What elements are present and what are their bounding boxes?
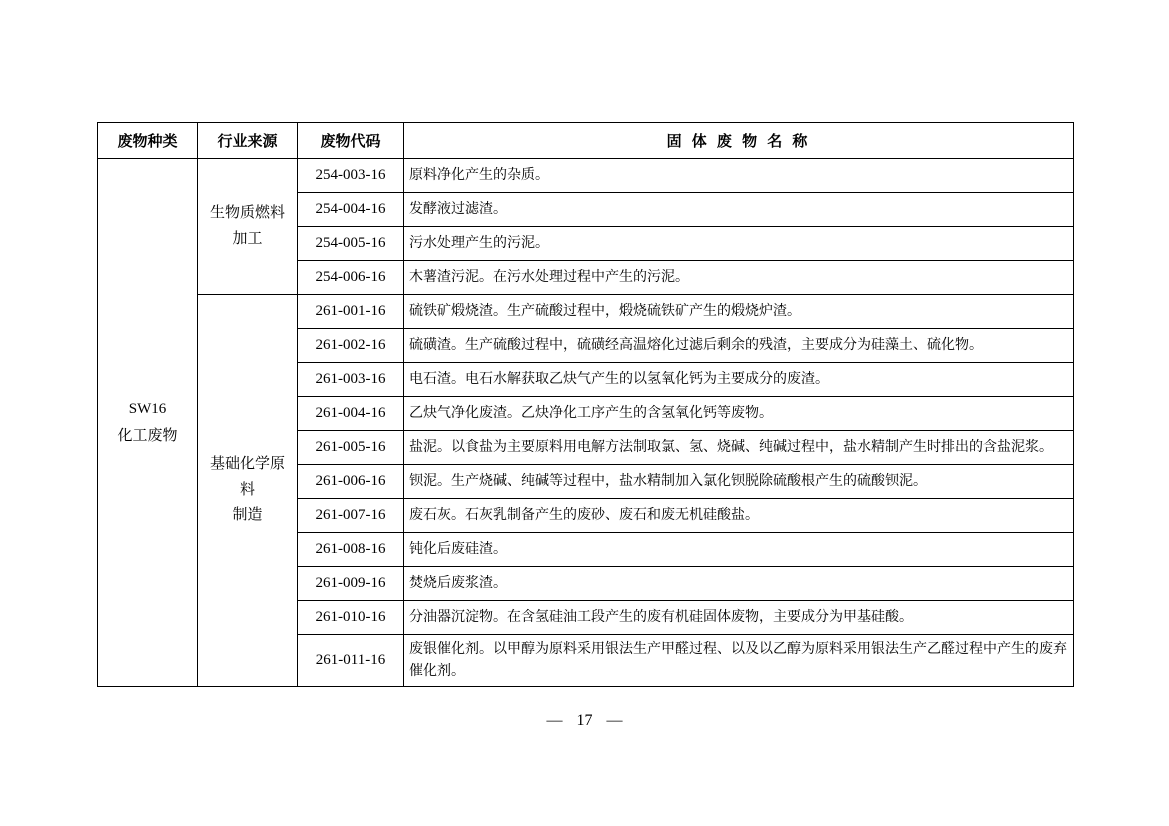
table-row <box>98 295 1074 329</box>
waste-name-cell: 钝化后废硅渣。 <box>404 533 1074 567</box>
waste-category-line: SW16 <box>128 400 167 417</box>
industry-source-line: 基础化学原料 <box>209 456 285 498</box>
waste-code-cell: 261-008-16 <box>298 533 404 567</box>
waste-name-cell: 木薯渣污泥。在污水处理过程中产生的污泥。 <box>404 261 1074 295</box>
table-row <box>98 159 1074 193</box>
waste-code-cell: 261-003-16 <box>298 363 404 397</box>
waste-name-cell: 污水处理产生的污泥。 <box>404 227 1074 261</box>
header-waste-name: 固 体 废 物 名 称 <box>404 123 1074 159</box>
waste-name-cell: 硫磺渣。生产硫酸过程中，硫磺经高温熔化过滤后剩余的残渣，主要成分为硅藻土、硫化物。 <box>404 329 1074 363</box>
waste-code-cell: 254-006-16 <box>298 261 404 295</box>
waste-name-cell: 废石灰。石灰乳制备产生的废砂、废石和废无机硅酸盐。 <box>404 499 1074 533</box>
footer-dash-left: — <box>546 712 563 729</box>
waste-code-cell: 261-009-16 <box>298 567 404 601</box>
waste-code-cell: 261-006-16 <box>298 465 404 499</box>
waste-name-cell: 电石渣。电石水解获取乙炔气产生的以氢氧化钙为主要成分的废渣。 <box>404 363 1074 397</box>
waste-code-cell: 261-002-16 <box>298 329 404 363</box>
waste-code-cell: 261-004-16 <box>298 397 404 431</box>
waste-code-cell: 261-007-16 <box>298 499 404 533</box>
waste-code-cell: 261-005-16 <box>298 431 404 465</box>
waste-code-cell: 261-001-16 <box>298 295 404 329</box>
header-row <box>98 123 1074 159</box>
industry-source-line: 生物质燃料 <box>209 205 285 221</box>
waste-name-cell: 盐泥。以食盐为主要原料用电解方法制取氯、氢、烧碱、纯碱过程中，盐水精制产生时排出的含盐泥浆。 <box>404 431 1074 465</box>
waste-name-cell: 原料净化产生的杂质。 <box>404 159 1074 193</box>
table-body <box>98 159 1074 687</box>
waste-name-cell: 乙炔气净化废渣。乙炔净化工序产生的含氢氧化钙等废物。 <box>404 397 1074 431</box>
waste-name-cell: 焚烧后废浆渣。 <box>404 567 1074 601</box>
header-waste-code: 废物代码 <box>298 123 404 159</box>
waste-category-line: 化工废物 <box>117 427 178 444</box>
waste-name-cell: 硫铁矿煅烧渣。生产硫酸过程中，煅烧硫铁矿产生的煅烧炉渣。 <box>404 295 1074 329</box>
waste-table <box>97 122 1074 687</box>
industry-source-line: 制造 <box>232 507 263 524</box>
waste-code-cell: 254-005-16 <box>298 227 404 261</box>
footer-dash-right: — <box>606 712 623 729</box>
header-industry-source: 行业来源 <box>198 123 298 159</box>
waste-category-cell <box>98 159 198 687</box>
page-number: 17 <box>576 712 593 729</box>
waste-name-cell: 废银催化剂。以甲醇为原料采用银法生产甲醛过程、以及以乙醇为原料采用银法生产乙醛过程中产生的废弃催化剂。 <box>404 635 1074 687</box>
header-waste-category: 废物种类 <box>98 123 198 159</box>
industry-source-line: 加工 <box>232 230 263 247</box>
table-header <box>98 123 1074 159</box>
waste-code-cell: 261-011-16 <box>298 635 404 687</box>
waste-name-cell: 分油器沉淀物。在含氢硅油工段产生的废有机硅固体废物，主要成分为甲基硅酸。 <box>404 601 1074 635</box>
industry-source-cell <box>198 295 298 687</box>
waste-code-cell: 254-003-16 <box>298 159 404 193</box>
waste-name-cell: 钡泥。生产烧碱、纯碱等过程中，盐水精制加入氯化钡脱除硫酸根产生的硫酸钡泥。 <box>404 465 1074 499</box>
waste-name-cell: 发酵液过滤渣。 <box>404 193 1074 227</box>
waste-code-cell: 254-004-16 <box>298 193 404 227</box>
industry-source-cell <box>198 159 298 295</box>
page-footer <box>0 712 1169 730</box>
waste-code-cell: 261-010-16 <box>298 601 404 635</box>
